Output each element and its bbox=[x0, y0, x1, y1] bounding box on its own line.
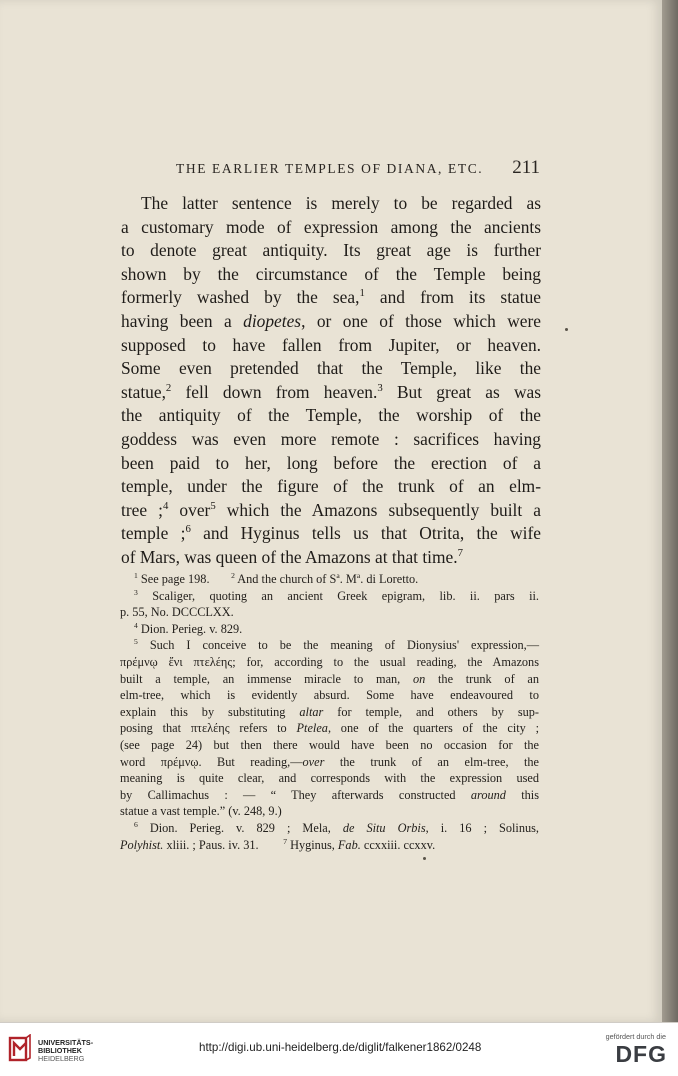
body-paragraph bbox=[121, 192, 541, 570]
body-line: temple, under the figure of the trunk of an elm- bbox=[121, 476, 541, 497]
footnote-ref: 5 bbox=[210, 499, 216, 512]
footnote-ref: 1 bbox=[359, 287, 365, 300]
university-library-name[interactable]: UNIVERSITÄTS- BIBLIOTHEK HEIDELBERG bbox=[38, 1038, 94, 1063]
footnote-line: elm-tree, which is evidently absurd. Some have endeavoured to bbox=[120, 688, 539, 703]
footnote-line: built a temple, an immense miracle to man, on the trunk of an bbox=[120, 671, 539, 686]
body-line: temple ;$^6$ and Hyginus tells us that Otrita, the wife bbox=[121, 523, 541, 544]
body-line: tree ;$^4$ over$^5$ which the Amazons subsequently built a bbox=[121, 499, 541, 520]
paper-speck bbox=[565, 328, 568, 331]
footnote-ref: 4 bbox=[162, 499, 169, 512]
permalink-url[interactable]: http://digi.ub.uni-heidelberg.de/diglit/falkener1862/0248 bbox=[199, 1041, 482, 1054]
university-library-logo-icon bbox=[8, 1034, 32, 1064]
footnote-line: by Callimachus : — “ They afterwards constructed around this bbox=[120, 787, 540, 802]
footnote-line: πρέμνῳ ἔνι πτελέης; for, according to the usual reading, the Amazons bbox=[120, 654, 539, 669]
running-head bbox=[176, 157, 540, 179]
body-line: Some even pretended that the Temple, like the bbox=[121, 358, 541, 379]
footnote-line: word πρέμνῳ. But reading,—over the trunk of an elm-tree, the bbox=[120, 754, 540, 769]
footnote-line: Polyhist. xliii. ; Paus. iv. 31. $^7$ Hyginus, Fab. ccxxiii. ccxxv. bbox=[120, 836, 436, 852]
body-line: The latter sentence is merely to be regarded as bbox=[141, 193, 541, 213]
footnote-ref: 3 bbox=[377, 381, 383, 394]
body-line: the antiquity of the Temple, the worship of the bbox=[121, 405, 541, 426]
body-line: goddess was even more remote : sacrifices having bbox=[121, 428, 541, 449]
footnotes bbox=[120, 570, 540, 853]
footnote-line: $^4$ Dion. Perieg. v. 829. bbox=[134, 620, 243, 636]
footnote-line: $^6$ Dion. Perieg. v. 829 ; Mela, de Situ Orbis, i. 16 ; Solinus, bbox=[134, 819, 539, 835]
body-line: of Mars, was queen of the Amazons at that time.$^7$ bbox=[121, 546, 464, 567]
footnote-line: posing that πτελέης refers to Ptelea, one of the quarters of the city ; bbox=[120, 721, 540, 736]
footnote-ref: 7 bbox=[457, 547, 464, 560]
dfg-logo[interactable]: DFG bbox=[615, 1041, 667, 1067]
footnote-ref: 6 bbox=[185, 523, 191, 536]
footnote-line: (see page 24) but then there would have been no occasion for the bbox=[120, 737, 539, 752]
footnote-line: $^1$ See page 198. $^2$ And the church of $S^a$. $M^a$. di Loretto. bbox=[134, 570, 419, 586]
funder-caption: gefördert durch die bbox=[605, 1032, 666, 1041]
viewer-footer bbox=[0, 1022, 678, 1076]
body-line: been paid to her, long before the erection of a bbox=[121, 452, 541, 473]
body-line: supposed to have fallen from Jupiter, or heaven. bbox=[121, 334, 541, 355]
running-title: THE EARLIER TEMPLES OF DIANA, ETC. bbox=[176, 161, 484, 176]
footnote-line: p. 55, No. DCCCLXX. bbox=[120, 605, 234, 620]
body-line: having been a diopetes, or one of those which were bbox=[121, 310, 542, 331]
footnote-line: explain this by substituting altar for temple, and others by sup- bbox=[120, 704, 540, 719]
footnote-ref: 2 bbox=[165, 381, 172, 394]
body-line: shown by the circumstance of the Temple being bbox=[121, 263, 541, 284]
footnote-line: meaning is quite clear, and corresponds with the expression used bbox=[120, 771, 539, 786]
footnote-line: $^5$ Such I conceive to be the meaning of Dionysius' expression,— bbox=[134, 637, 539, 653]
paper-speck bbox=[423, 857, 426, 860]
footnote-line: statue a vast temple.” (v. 248, 9.) bbox=[120, 804, 282, 819]
body-line: a customary mode of expression among the ancients bbox=[121, 216, 541, 237]
footnote-line: $^3$ Scaliger, quoting an ancient Greek epigram, lib. ii. pars ii. bbox=[134, 587, 539, 603]
page-number: 211 bbox=[512, 157, 540, 178]
body-line: formerly washed by the sea,$^1$ and from its statue bbox=[121, 287, 541, 308]
body-line: statue,$^2$ fell down from heaven.$^3$ But great as was bbox=[121, 381, 541, 402]
book-gutter bbox=[662, 0, 678, 1022]
body-line: to denote great antiquity. Its great age is further bbox=[121, 240, 541, 261]
